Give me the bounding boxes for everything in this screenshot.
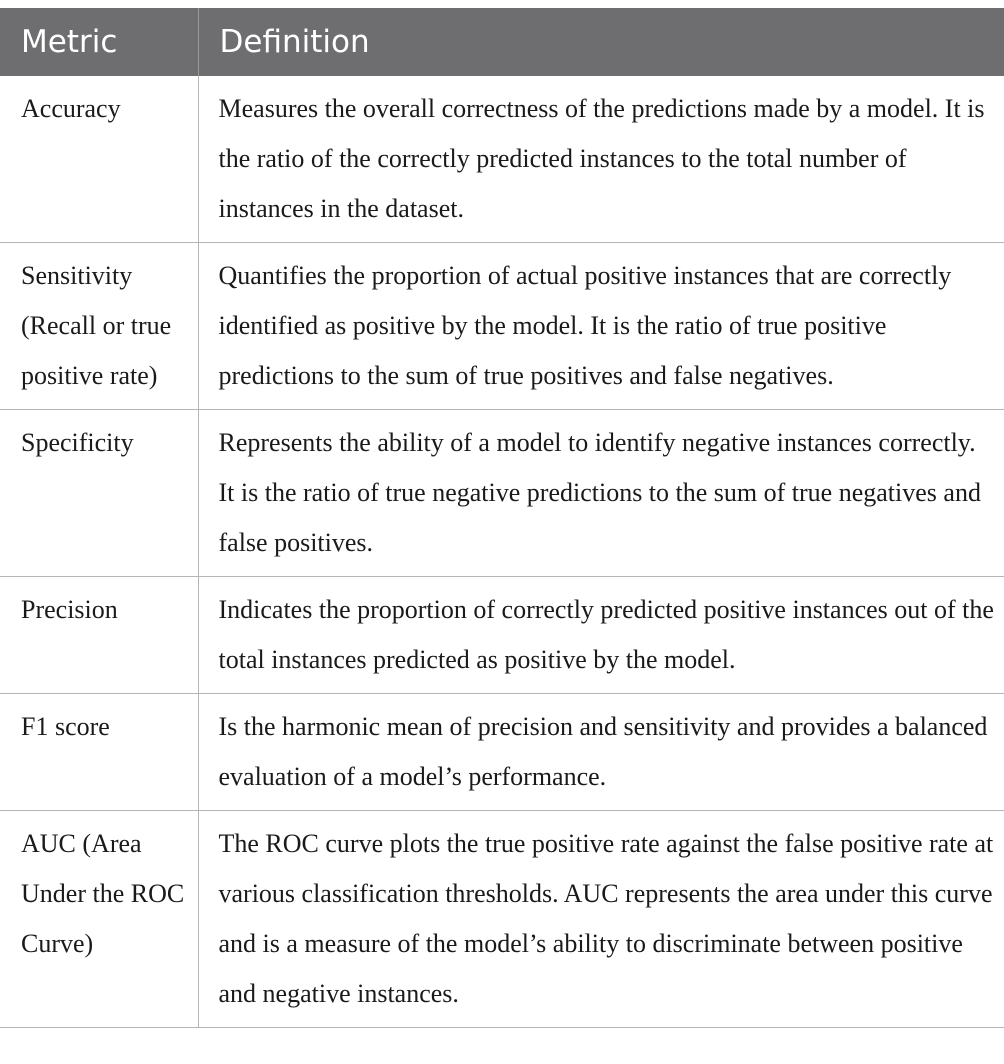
metrics-table (0, 8, 1004, 1028)
metric-cell: Sensitivity (Recall or true positive rate) (0, 243, 198, 410)
table-row (0, 577, 1004, 694)
table-row (0, 410, 1004, 577)
definition-cell: Quantifies the proportion of actual positive instances that are correctly identified as positive by the model. It is the ratio of true positive predictions to the sum of true positives and false negatives. (198, 243, 1004, 410)
metric-cell: Accuracy (0, 76, 198, 243)
metric-cell: AUC (Area Under the ROC Curve) (0, 811, 198, 1028)
metric-cell: F1 score (0, 694, 198, 811)
definition-cell: Indicates the proportion of correctly predicted positive instances out of the total instances predicted as positive by the model. (198, 577, 1004, 694)
table-body (0, 76, 1004, 1028)
table-header (0, 8, 1004, 76)
metric-cell: Specificity (0, 410, 198, 577)
header-metric: Metric (0, 8, 198, 76)
definition-cell: The ROC curve plots the true positive rate against the false positive rate at various classification thresholds. AUC represents the area under this curve and is a measure of the model’s ability to discriminate between positive and negative instances. (198, 811, 1004, 1028)
table-row (0, 243, 1004, 410)
table-row (0, 76, 1004, 243)
header-row (0, 8, 1004, 76)
header-definition: Definition (198, 8, 1004, 76)
definition-cell: Represents the ability of a model to identify negative instances correctly. It is the ratio of true negative predictions to the sum of true negatives and false positives. (198, 410, 1004, 577)
definition-cell: Is the harmonic mean of precision and sensitivity and provides a balanced evaluation of a model’s performance. (198, 694, 1004, 811)
table-row (0, 694, 1004, 811)
metric-cell: Precision (0, 577, 198, 694)
table-row (0, 811, 1004, 1028)
definition-cell: Measures the overall correctness of the predictions made by a model. It is the ratio of the correctly predicted instances to the total number of instances in the dataset. (198, 76, 1004, 243)
